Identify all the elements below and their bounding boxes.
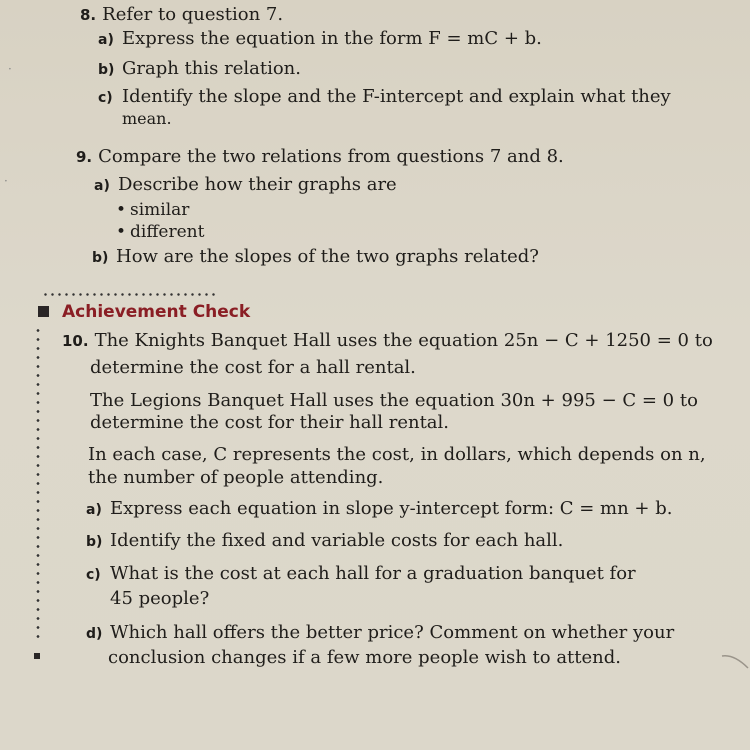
dotted-border-left (36, 326, 40, 644)
q8-part-c (98, 86, 671, 109)
q10-line3: The Legions Banquet Hall uses the equation 30n + 995 − C = 0 to (90, 390, 698, 411)
q9-bullet-different (116, 221, 204, 243)
achievement-check-square-icon (38, 306, 49, 317)
q10-part-a-text: Express each equation in slope y-intercept form: C = mn + b. (110, 498, 673, 519)
q10-line1-text: The Knights Banquet Hall uses the equation 25n − C + 1250 = 0 to (94, 330, 713, 351)
dotted-border-top (42, 293, 217, 296)
q8-part-c-text: Identify the slope and the F-intercept and explain what they (122, 86, 671, 107)
q10-line2: determine the cost for a hall rental. (90, 357, 416, 378)
q10-number: 10. (62, 332, 89, 350)
q10-line6: the number of people attending. (88, 467, 384, 488)
q8-stem (80, 4, 283, 26)
q10-part-c (86, 563, 636, 586)
page-mark: · (8, 62, 12, 76)
q8-part-a-text: Express the equation in the form F = mC + b. (122, 28, 542, 49)
page-mark: · (4, 174, 8, 188)
q10-part-d-continued: conclusion changes if a few more people wish to attend. (108, 647, 621, 668)
dotted-border-end-square (34, 653, 40, 659)
q8-part-a (98, 28, 542, 51)
q8-part-b (98, 58, 301, 81)
q9-part-a-text: Describe how their graphs are (118, 174, 397, 195)
q8-part-b-text: Graph this relation. (122, 58, 301, 79)
q9-part-b (92, 246, 539, 269)
achievement-check-heading: Achievement Check (62, 302, 251, 322)
q9-stem-text: Compare the two relations from questions 7 and 8. (98, 146, 564, 167)
q9-number: 9. (76, 148, 93, 166)
q9-bullet-similar-text: similar (130, 200, 190, 220)
q8-stem-text: Refer to question 7. (102, 4, 284, 25)
q8-part-a-label: a) (98, 32, 114, 48)
q8-part-c-continued: mean. (122, 109, 172, 128)
curl-mark-icon (720, 652, 750, 672)
q9-part-a-label: a) (94, 178, 110, 194)
q9-part-b-label: b) (92, 250, 109, 266)
q10-part-c-text: What is the cost at each hall for a graduation banquet for (110, 563, 636, 584)
q10-part-b-text: Identify the fixed and variable costs for each hall. (110, 530, 564, 551)
bullet-icon: • (116, 200, 127, 220)
q9-bullet-different-text: different (130, 222, 205, 242)
q10-part-d-label: d) (86, 626, 103, 642)
q8-part-c-label: c) (98, 90, 113, 106)
q9-bullet-similar (116, 199, 189, 221)
q9-part-a (94, 174, 397, 197)
q10-part-c-label: c) (86, 567, 101, 583)
q10-part-d-text: Which hall offers the better price? Comment on whether your (110, 622, 675, 643)
q10-part-b (86, 530, 563, 553)
q8-part-b-label: b) (98, 62, 115, 78)
q9-part-b-text: How are the slopes of the two graphs related? (116, 246, 539, 267)
q10-line4: determine the cost for their hall rental. (90, 412, 450, 433)
q10-part-b-label: b) (86, 534, 103, 550)
q8-number: 8. (80, 6, 97, 24)
q10-line5: In each case, C represents the cost, in dollars, which depends on n, (88, 444, 706, 465)
q10-part-a-label: a) (86, 502, 102, 518)
q10-part-a (86, 498, 672, 521)
q10-part-c-continued: 45 people? (110, 588, 210, 609)
q9-stem (76, 146, 564, 168)
q10-part-d (86, 622, 674, 645)
bullet-icon: • (116, 222, 127, 242)
q10-line1 (62, 330, 713, 352)
